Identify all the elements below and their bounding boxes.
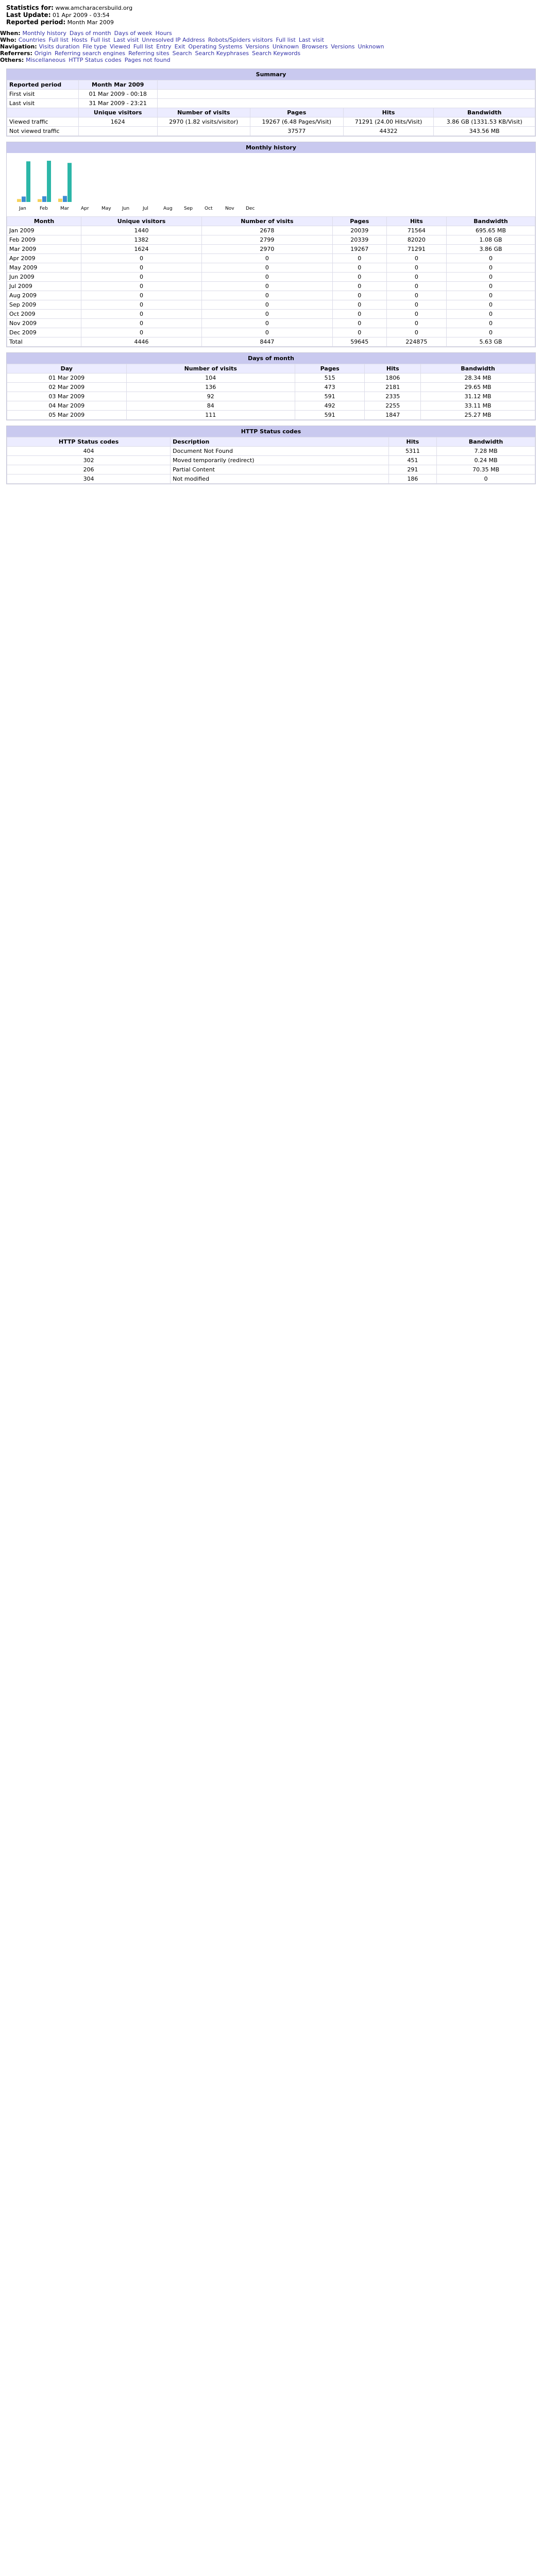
status-table: HTTP Status codes Description Hits Bandwidth 404 Document Not Found 5311 7.28 MB 302 Moved temporarily (redirect) 451 0.24 MB 206 Partial Content 291 70.35 MB 304 Not modified 186 0 [7,437,535,484]
monthly-cell: 0 [386,300,446,310]
day-cell: 02 Mar 2009 [7,383,127,392]
day-cell: 33.11 MB [421,401,535,411]
monthly-bar [67,163,72,202]
monthly-cell: 0 [201,300,332,310]
status-cell: 186 [388,474,437,484]
status-cell: Document Not Found [171,447,389,456]
day-cell: 31.12 MB [421,392,535,401]
nav-link[interactable]: Hosts [71,37,88,43]
nav-label: When: [0,30,23,37]
status-cell: 291 [388,465,437,474]
header [0,0,542,30]
monthly-label: Dec [246,206,255,211]
nav-link[interactable]: Full list [48,37,69,43]
monthly-cell: 0 [332,300,386,310]
monthly-cell: 1440 [81,226,202,235]
monthly-cell: 19267 [332,245,386,254]
monthly-cell: 0 [386,254,446,263]
monthly-cell: 3.86 GB [447,245,535,254]
nav-link[interactable]: Search Keyphrases [195,50,249,57]
monthly-cell: 0 [447,291,535,300]
monthly-row [7,282,535,291]
day-cell: 1847 [365,411,421,420]
summary-first: 01 Mar 2009 - 00:18 [78,90,157,99]
monthly-cell: 0 [332,263,386,273]
summary-title: Summary [7,69,535,80]
status-row [7,474,535,484]
status-cell: 0.24 MB [437,456,535,465]
nav-link[interactable]: Full list [90,37,111,43]
monthly-cell: 1.08 GB [447,235,535,245]
period: Month Mar 2009 [67,19,114,26]
nav-link[interactable]: Miscellaneous [26,57,66,63]
monthly-cell: 0 [332,319,386,328]
period-label: Reported period: [6,19,66,26]
monthly-cell: Aug 2009 [7,291,81,300]
monthly-cell: 82020 [386,235,446,245]
monthly-label: Oct [205,206,213,211]
day-cell: 492 [295,401,364,411]
nav-link[interactable]: Days of week [114,30,153,37]
monthly-cell: 0 [386,328,446,337]
monthly-row [7,245,535,254]
summary-period: Month Mar 2009 [78,80,157,90]
monthly-row [7,319,535,328]
nav-link[interactable]: Browsers [301,43,328,50]
nav-label: Referrers: [0,50,35,57]
day-cell: 2255 [365,401,421,411]
nav-link[interactable]: HTTP Status codes [69,57,122,63]
monthly-cell: 0 [332,328,386,337]
monthly-cell: 0 [447,263,535,273]
monthly-cell: 5.63 GB [447,337,535,347]
nav-link[interactable]: Last visit [113,37,139,43]
monthly-cell: Dec 2009 [7,328,81,337]
monthly-cell: Jul 2009 [7,282,81,291]
nav-row [0,50,542,57]
status-cell: 404 [7,447,171,456]
monthly-cell: 20039 [332,226,386,235]
days-section [6,352,536,420]
monthly-cell: Mar 2009 [7,245,81,254]
nav-link[interactable]: Versions [245,43,269,50]
monthly-bar [63,196,67,202]
status-cell: Moved temporarily (redirect) [171,456,389,465]
last-update: 01 Apr 2009 - 03:54 [53,12,110,19]
monthly-section [6,142,536,347]
nav-link[interactable]: File type [82,43,107,50]
monthly-row [7,300,535,310]
monthly-cell: 59645 [332,337,386,347]
summary-table: Reported period Month Mar 2009 First visit 01 Mar 2009 - 00:18 Last visit 31 Mar 2009 - 23:21 Unique visitors Number of visits Pages Hits Bandwidth Viewed traffic 1624 2970 (1.82 visits/visitor) 19267 (6.48 Pages/Visit) 71291 (24.00 Hits/Visit) 3.86 GB (1331.53 KB/Visit) Not viewed traffic 37577 44322 343.56 MB [7,80,535,136]
nav-link[interactable]: Versions [331,43,355,50]
day-cell: 2181 [365,383,421,392]
day-cell: 03 Mar 2009 [7,392,127,401]
day-cell: 136 [126,383,295,392]
monthly-bar [38,199,42,202]
nav-link[interactable]: Last visit [298,37,324,43]
nav-link[interactable]: Search Keywords [252,50,301,57]
nav-link[interactable]: Operating Systems [188,43,243,50]
nav-link[interactable]: Referring sites [128,50,170,57]
nav-row [0,43,542,50]
status-cell: 451 [388,456,437,465]
day-row [7,374,535,383]
monthly-cell: 0 [81,300,202,310]
nav-link[interactable]: Search [172,50,192,57]
monthly-cell: 0 [201,319,332,328]
nav-label: Others: [0,57,26,63]
nav-link[interactable]: Unknown [358,43,384,50]
monthly-cell: 0 [332,273,386,282]
nav-row [0,37,542,43]
monthly-cell: 0 [81,328,202,337]
status-row [7,456,535,465]
monthly-cell: 2799 [201,235,332,245]
day-cell: 104 [126,374,295,383]
stats-label: Statistics for: [6,4,54,11]
monthly-cell: 0 [81,319,202,328]
monthly-cell: 4446 [81,337,202,347]
monthly-cell: 0 [332,291,386,300]
monthly-cell: 0 [447,273,535,282]
nav-link[interactable]: Pages not found [124,57,171,63]
top-navigation [0,30,542,63]
monthly-cell: 1624 [81,245,202,254]
day-cell: 591 [295,392,364,401]
day-row [7,401,535,411]
monthly-cell: 0 [81,310,202,319]
days-title: Days of month [7,353,535,364]
monthly-cell: 0 [447,282,535,291]
monthly-cell: Feb 2009 [7,235,81,245]
monthly-label: Sep [184,206,193,211]
monthly-label: May [101,206,111,211]
day-cell: 29.65 MB [421,383,535,392]
day-cell: 28.34 MB [421,374,535,383]
day-cell: 84 [126,401,295,411]
monthly-row [7,254,535,263]
monthly-cell: 0 [386,273,446,282]
monthly-label: Aug [163,206,173,211]
monthly-cell: Apr 2009 [7,254,81,263]
monthly-cell: Jun 2009 [7,273,81,282]
monthly-row [7,291,535,300]
days-table: Day Number of visits Pages Hits Bandwidth 01 Mar 2009 104 515 1806 28.34 MB 02 Mar 2009 136 473 2181 29.65 MB 03 Mar 2009 92 591 2335 31.12 MB 04 Mar 2009 84 492 2255 33.11 MB 05 Mar 2009 111 591 1847 25.27 MB [7,364,535,420]
status-cell: 206 [7,465,171,474]
nav-link[interactable]: Hours [155,30,172,37]
nav-link[interactable]: Referring search engines [54,50,126,57]
monthly-cell: 20339 [332,235,386,245]
monthly-cell: 0 [81,291,202,300]
monthly-cell: 0 [447,328,535,337]
monthly-cell: 0 [81,282,202,291]
monthly-cell: 0 [386,319,446,328]
monthly-row [7,263,535,273]
monthly-bar [26,161,30,202]
status-cell: 0 [437,474,535,484]
monthly-row [7,328,535,337]
summary-last: 31 Mar 2009 - 23:21 [78,99,157,108]
monthly-cell: 8447 [201,337,332,347]
day-cell: 05 Mar 2009 [7,411,127,420]
day-cell: 1806 [365,374,421,383]
monthly-cell: 0 [201,291,332,300]
monthly-row [7,273,535,282]
monthly-bar [58,199,62,202]
monthly-row [7,310,535,319]
monthly-label: Feb [40,206,48,211]
status-row [7,465,535,474]
nav-link[interactable]: Entry [156,43,172,50]
site-name: www.amcharacersbuild.org [55,5,133,11]
monthly-cell: 0 [447,319,535,328]
day-row [7,383,535,392]
monthly-cell: Jan 2009 [7,226,81,235]
status-cell: 70.35 MB [437,465,535,474]
nav-link[interactable]: Unknown [272,43,299,50]
monthly-cell: 71564 [386,226,446,235]
monthly-label: Nov [225,206,234,211]
day-row [7,392,535,401]
nav-link[interactable]: Unresolved IP Address [142,37,205,43]
monthly-cell: 0 [81,263,202,273]
monthly-label: Jun [122,206,130,211]
monthly-cell: 0 [447,254,535,263]
nav-label: Navigation: [0,43,39,50]
status-row [7,447,535,456]
day-cell: 04 Mar 2009 [7,401,127,411]
nav-link[interactable]: Full list [133,43,154,50]
monthly-cell: 2678 [201,226,332,235]
monthly-cell: 0 [332,254,386,263]
monthly-cell: 0 [332,282,386,291]
status-cell: 5311 [388,447,437,456]
day-cell: 92 [126,392,295,401]
monthly-cell: May 2009 [7,263,81,273]
day-row [7,411,535,420]
monthly-cell: 0 [201,282,332,291]
status-cell: Partial Content [171,465,389,474]
monthly-title: Monthly history [7,142,535,153]
monthly-label: Mar [60,206,69,211]
monthly-chart [7,153,275,215]
monthly-cell: 0 [201,254,332,263]
monthly-cell: 0 [201,263,332,273]
monthly-cell: 0 [447,300,535,310]
monthly-label: Jul [143,206,148,211]
nav-link[interactable]: Viewed [109,43,130,50]
monthly-cell: 0 [81,273,202,282]
monthly-cell: 0 [386,310,446,319]
monthly-table: Month Unique visitors Number of visits Pages Hits Bandwidth Jan 2009 1440 2678 20039 71564 695.65 MB Feb 2009 1382 2799 20339 82020 1.08 GB Mar 2009 1624 2970 19267 71291 3.86 GB Apr 2009 0 0 0 0 0 May 2009 0 0 0 0 0 Jun 2009 0 0 0 0 0 Jul 2009 0 0 0 0 0 Aug 2009 0 0 0 0 0 Sep 2009 0 0 0 0 0 Oct 2009 0 0 0 0 0 Nov 2009 0 0 0 0 0 Dec 2009 0 0 0 0 0 Total 4446 8447 59645 224875 5.63 GB [7,216,535,347]
day-cell: 01 Mar 2009 [7,374,127,383]
status-cell: Not modified [171,474,389,484]
monthly-cell: 0 [332,310,386,319]
monthly-cell: 0 [386,291,446,300]
monthly-cell: Nov 2009 [7,319,81,328]
monthly-cell: 0 [386,263,446,273]
monthly-cell: 695.65 MB [447,226,535,235]
status-title: HTTP Status codes [7,426,535,437]
day-cell: 111 [126,411,295,420]
monthly-cell: 0 [201,273,332,282]
day-cell: 2335 [365,392,421,401]
summary-section [6,69,536,137]
nav-link[interactable]: Full list [276,37,296,43]
status-cell: 7.28 MB [437,447,535,456]
monthly-cell: 71291 [386,245,446,254]
monthly-cell: 0 [81,254,202,263]
nav-link[interactable]: Monthly history [22,30,66,37]
status-cell: 304 [7,474,171,484]
monthly-row [7,226,535,235]
monthly-bar [17,199,21,202]
monthly-bar [42,196,46,202]
day-cell: 515 [295,374,364,383]
day-cell: 473 [295,383,364,392]
day-cell: 25.27 MB [421,411,535,420]
nav-row [0,57,542,63]
monthly-label: Apr [81,206,89,211]
monthly-cell: 1382 [81,235,202,245]
nav-link[interactable]: Days of month [69,30,111,37]
monthly-cell: 0 [386,282,446,291]
last-update-label: Last Update: [6,11,51,19]
nav-row [0,30,542,37]
monthly-bar [47,161,51,202]
nav-link[interactable]: Robots/Spiders visitors [208,37,273,43]
monthly-row [7,337,535,347]
monthly-cell: 0 [201,328,332,337]
nav-link[interactable]: Countries [18,37,46,43]
monthly-cell: 2970 [201,245,332,254]
monthly-cell: 0 [447,310,535,319]
monthly-cell: 0 [201,310,332,319]
nav-label: Who: [0,37,19,43]
day-cell: 591 [295,411,364,420]
monthly-row [7,235,535,245]
monthly-label: Jan [19,206,26,211]
monthly-bar [22,196,26,202]
monthly-cell: 224875 [386,337,446,347]
monthly-cell: Sep 2009 [7,300,81,310]
nav-link[interactable]: Visits duration [39,43,80,50]
monthly-cell: Total [7,337,81,347]
status-section [6,426,536,484]
status-cell: 302 [7,456,171,465]
nav-link[interactable]: Exit [174,43,185,50]
monthly-cell: Oct 2009 [7,310,81,319]
nav-link[interactable]: Origin [34,50,52,57]
